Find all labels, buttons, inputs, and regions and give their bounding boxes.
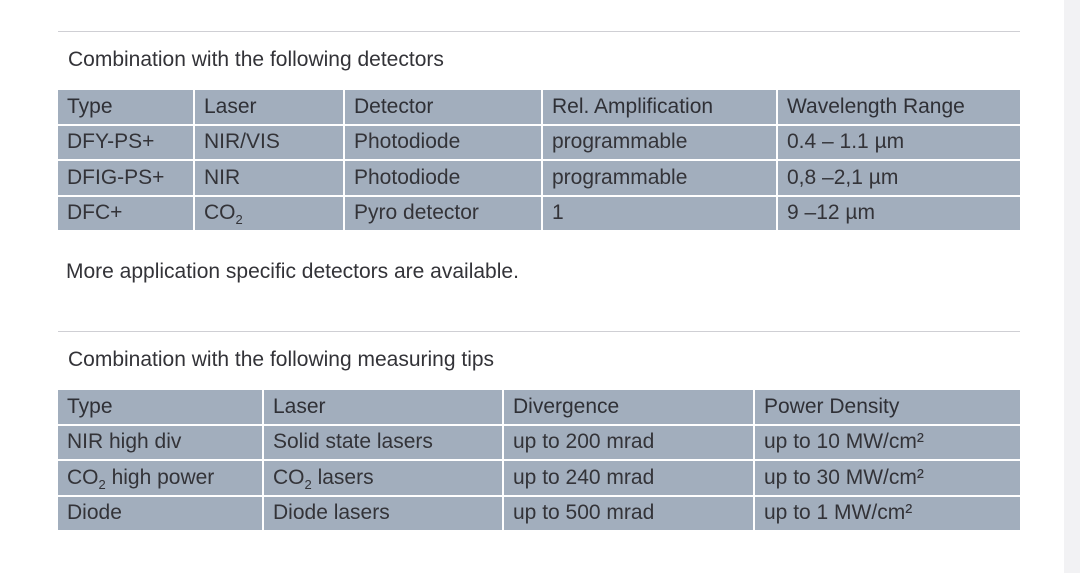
table-row: [58, 125, 1020, 161]
column-header-laser: Laser: [263, 390, 503, 425]
cell-wavelength: 0,8 –2,1 µm: [777, 160, 1020, 196]
column-header-laser: Laser: [194, 90, 344, 125]
table-header-row: [58, 390, 1020, 425]
laser-formula: CO: [204, 201, 236, 225]
cell-type: DFIG-PS+: [58, 160, 194, 196]
cell-laser: NIR: [194, 160, 344, 196]
detectors-note: More application specific detectors are available.: [66, 260, 519, 283]
cell-power-density: up to 1 MW/cm²: [754, 496, 1020, 531]
cell-wavelength: 9 –12 µm: [777, 196, 1020, 231]
detectors-table: [58, 90, 1020, 230]
cell-power-density: up to 30 MW/cm²: [754, 460, 1020, 496]
cell-amplification: programmable: [542, 125, 777, 161]
laser-formula: CO: [273, 465, 305, 489]
cell-wavelength: 0.4 – 1.1 µm: [777, 125, 1020, 161]
cell-divergence: up to 500 mrad: [503, 496, 754, 531]
type-formula: CO: [67, 465, 99, 489]
tips-heading: Combination with the following measuring tips: [68, 348, 495, 371]
cell-power-density: up to 10 MW/cm²: [754, 425, 1020, 461]
table-row: [58, 160, 1020, 196]
column-header-divergence: Divergence: [503, 390, 754, 425]
cell-laser: [194, 196, 344, 231]
table-header-row: [58, 90, 1020, 125]
column-header-type: Type: [58, 90, 194, 125]
cell-type: [58, 460, 263, 496]
table-row: [58, 196, 1020, 231]
right-edge-strip: [1064, 0, 1080, 573]
cell-amplification: programmable: [542, 160, 777, 196]
section-divider-middle: [58, 331, 1020, 332]
cell-type: DFY-PS+: [58, 125, 194, 161]
cell-type: DFC+: [58, 196, 194, 231]
cell-type: Diode: [58, 496, 263, 531]
table-row: [58, 460, 1020, 496]
cell-divergence: up to 240 mrad: [503, 460, 754, 496]
column-header-amplification: Rel. Amplification: [542, 90, 777, 125]
tips-table: [58, 390, 1020, 530]
table-row: [58, 496, 1020, 531]
laser-rest: lasers: [311, 465, 374, 489]
column-header-type: Type: [58, 390, 263, 425]
cell-type: NIR high div: [58, 425, 263, 461]
column-header-power-density: Power Density: [754, 390, 1020, 425]
cell-detector: Photodiode: [344, 125, 542, 161]
subscript: 2: [304, 476, 312, 492]
subscript: 2: [98, 476, 106, 492]
cell-divergence: up to 200 mrad: [503, 425, 754, 461]
cell-laser: Solid state lasers: [263, 425, 503, 461]
type-rest: high power: [105, 465, 215, 489]
cell-detector: Pyro detector: [344, 196, 542, 231]
cell-amplification: 1: [542, 196, 777, 231]
cell-laser: Diode lasers: [263, 496, 503, 531]
column-header-wavelength: Wavelength Range: [777, 90, 1020, 125]
detectors-heading: Combination with the following detectors: [68, 48, 444, 71]
column-header-detector: Detector: [344, 90, 542, 125]
subscript: 2: [235, 212, 243, 228]
table-row: [58, 425, 1020, 461]
cell-laser: NIR/VIS: [194, 125, 344, 161]
cell-laser: [263, 460, 503, 496]
cell-detector: Photodiode: [344, 160, 542, 196]
section-divider-top: [58, 31, 1020, 32]
